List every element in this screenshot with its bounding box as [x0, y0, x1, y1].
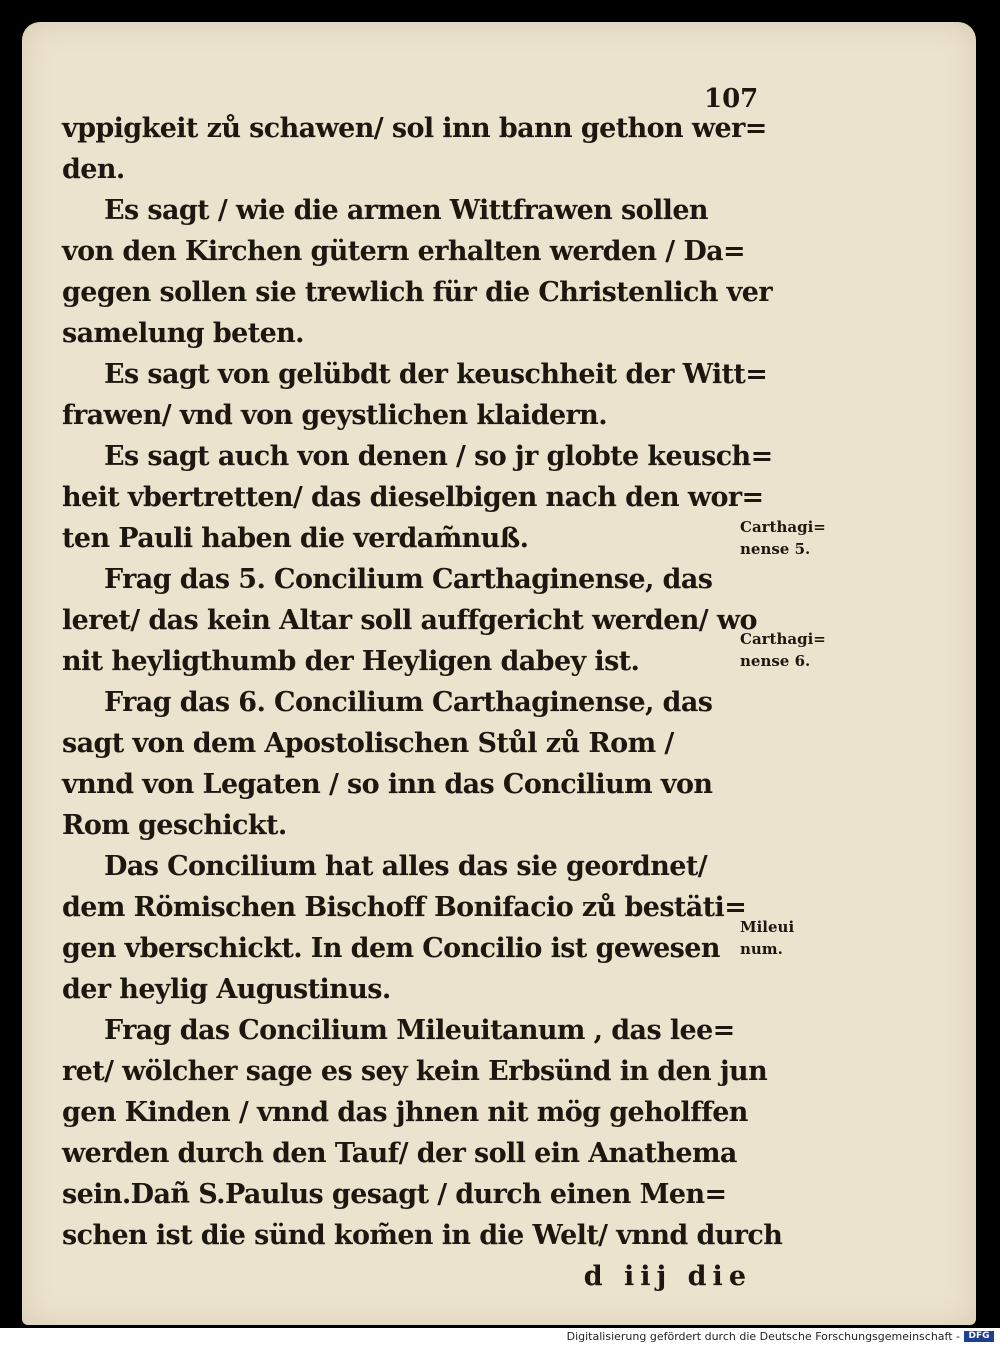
marginal-note-line: Mileui — [740, 918, 795, 936]
text-line: dem Römischen Bischoff Bonifacio zů bestäti= — [62, 892, 747, 923]
text-line: der heylig Augustinus. — [62, 974, 391, 1005]
text-line: frawen/ vnd von geystlichen klaidern. — [62, 400, 608, 431]
dfg-logo-icon: DFG — [964, 1331, 994, 1342]
text-line: den. — [62, 154, 125, 185]
digitization-credit-bar — [0, 1328, 1000, 1345]
marginal-note-carthaginense-6 — [740, 628, 826, 672]
marginal-note-line: Carthagi= — [740, 518, 826, 536]
text-line: samelung beten. — [62, 318, 304, 349]
text-line: leret/ das kein Altar soll auffgericht werden/ wo — [62, 605, 757, 636]
page-number: 107 — [704, 84, 759, 114]
marginal-note-mileuitanum — [740, 916, 794, 960]
text-line: Frag das 6. Concilium Carthaginense, das — [104, 687, 713, 718]
digitization-credit: Digitalisierung gefördert durch die Deutsche Forschungsgemeinschaft - — [566, 1330, 960, 1343]
text-line: ret/ wölcher sage es sey kein Erbsünd in den jun — [62, 1056, 768, 1087]
text-line: ten Pauli haben die verdam̃nuß. — [62, 523, 529, 554]
text-line: schen ist die sünd kom̃en in die Welt/ vnnd durch — [62, 1220, 783, 1251]
text-line: sein.Dañ S.Paulus gesagt / durch einen Men= — [62, 1179, 727, 1210]
marginal-note-line: Carthagi= — [740, 630, 826, 648]
text-line: gegen sollen sie trewlich für die Christenlich ver — [62, 277, 772, 308]
text-line: Das Concilium hat alles das sie geordnet/ — [104, 851, 707, 882]
text-line: Es sagt von gelübdt der keuschheit der Witt= — [104, 359, 768, 390]
marginal-note-line: nense 6. — [740, 652, 811, 670]
catchword: d iij die — [583, 1261, 752, 1292]
marginal-note-line: num. — [740, 940, 783, 958]
text-line: Es sagt auch von denen / so jr globte keusch= — [104, 441, 773, 472]
marginal-note-carthaginense-5 — [740, 516, 826, 560]
text-line: gen Kinden / vnnd das jhnen nit mög geholffen — [62, 1097, 748, 1128]
text-line: Frag das 5. Concilium Carthaginense, das — [104, 564, 713, 595]
text-line: gen vberschickt. In dem Concilio ist gewesen — [62, 933, 720, 964]
text-line: werden durch den Tauf/ der soll ein Anathema — [62, 1138, 737, 1169]
text-line: Es sagt / wie die armen Wittfrawen sollen — [104, 195, 708, 226]
text-line: heit vbertretten/ das dieselbigen nach den wor= — [62, 482, 764, 513]
text-line: sagt von dem Apostolischen Stůl zů Rom / — [62, 728, 674, 759]
book-page — [22, 22, 976, 1325]
text-line: Rom geschickt. — [62, 810, 287, 841]
text-line: Frag das Concilium Mileuitanum , das lee= — [104, 1015, 735, 1046]
marginal-note-line: nense 5. — [740, 540, 811, 558]
text-line: vnnd von Legaten / so inn das Concilium von — [62, 769, 713, 800]
text-line: von den Kirchen gütern erhalten werden / Da= — [62, 236, 746, 267]
text-line: vppigkeit zů schawen/ sol inn bann gethon wer= — [62, 113, 767, 144]
text-line: nit heyligthumb der Heyligen dabey ist. — [62, 646, 640, 677]
